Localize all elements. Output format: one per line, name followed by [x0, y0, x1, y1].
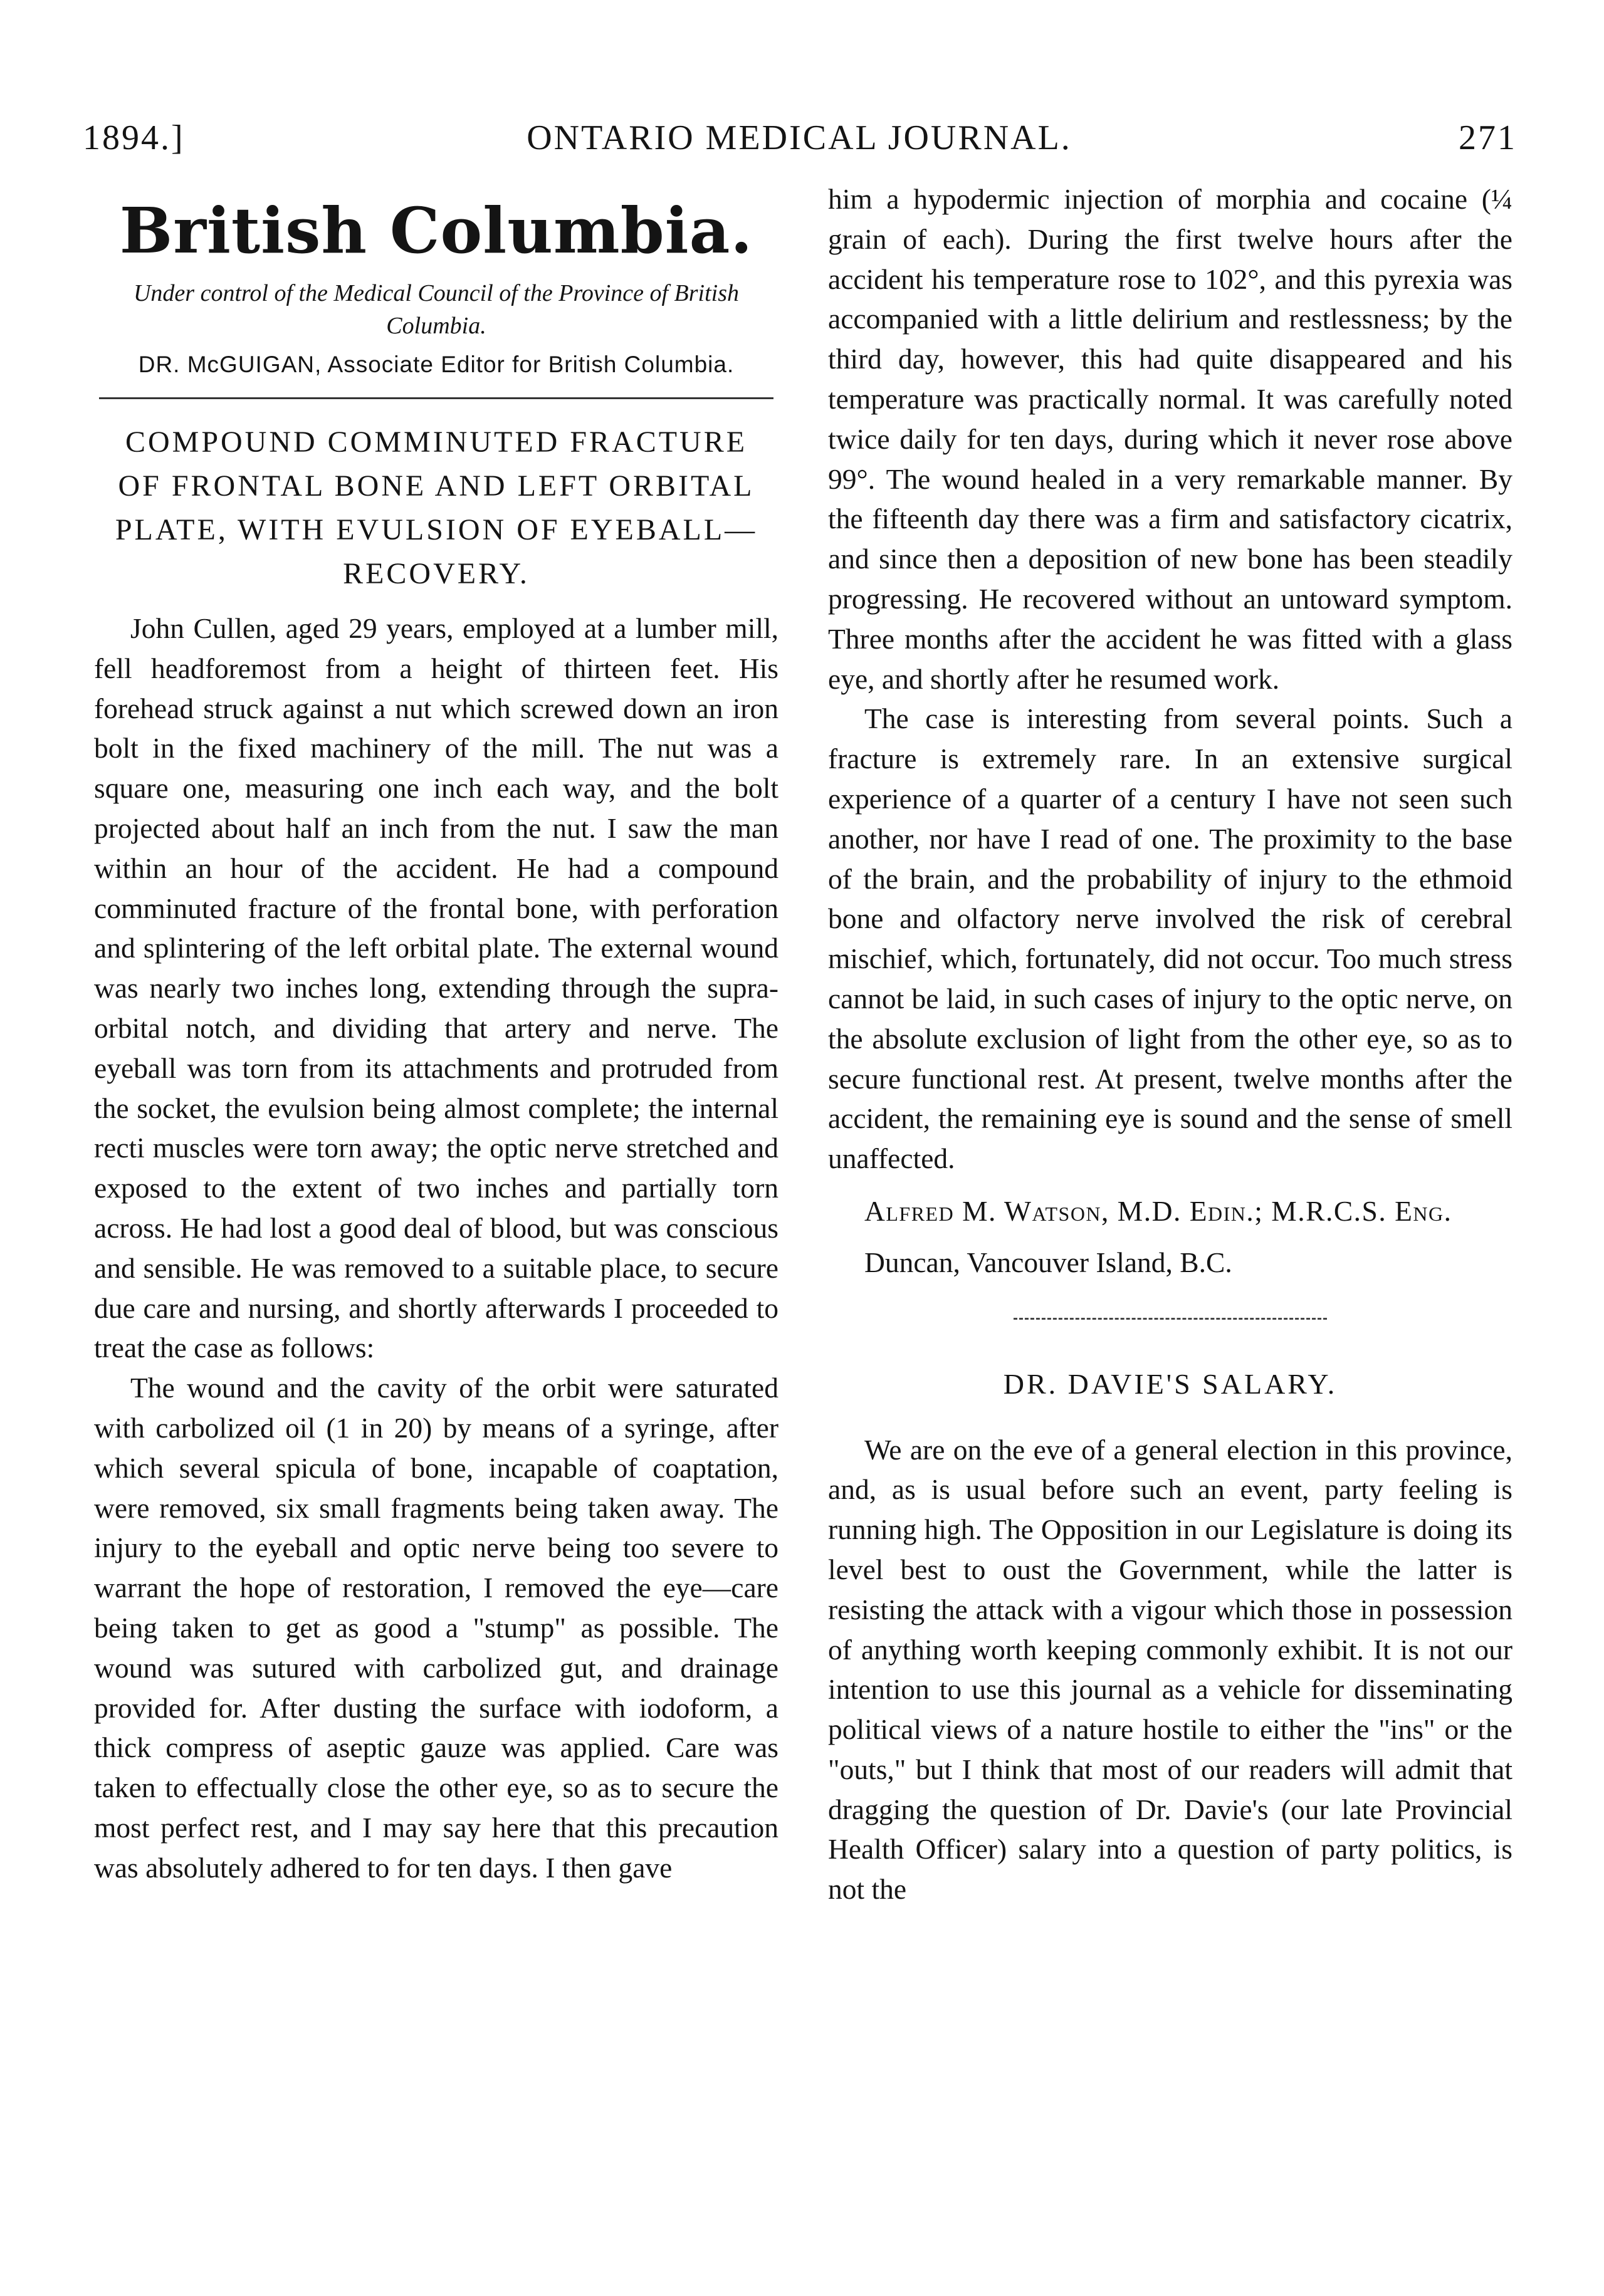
author-signature: Alfred M. Watson, M.D. Edin.; M.R.C.S. Eng.: [864, 1194, 1452, 1227]
section-title: British Columbia.: [119, 194, 753, 268]
running-head: [75, 113, 1523, 163]
right-column: [828, 179, 1512, 1909]
article-paragraph: him a hypodermic injection of morphia and cocaine (¼ grain of each). During the first twelve hours after the accident his temperature rose to 102°, and this pyrexia was accompanied with a little delirium and restlessness; by the third day, however, this had quite disappeared and his temperature was practically normal. It was carefully noted twice daily for ten days, during which it never rose above 99°. The wound healed in a very remarkable manner. By the fifteenth day there was a firm and satisfactory cicatrix, and since then a deposition of new bone has been steadily progressing. He recovered without an untoward symptom. Three months after the accident he was fitted with a glass eye, and shortly after he resumed work.: [828, 183, 1512, 695]
article-title: COMPOUND COMMINUTED FRACTURE OF FRONTAL BONE AND LEFT ORBITAL PLATE, WITH EVULSION OF EYEBALL—RECOVERY.: [115, 425, 758, 590]
article-paragraph: We are on the eve of a general election in this province, and, as is usual before such an event, party feeling is running high. The Opposition in our Legislature is doing its level best to oust the Government, while the latter is resisting the attack with a vigour which those in possession of anything worth keeping commonly exhibit. It is not our intention to use this journal as a vehicle for disseminating political views of a nature hostile to either the "ins" or the "outs," but I think that most of our readers will admit that dragging the question of Dr. Davie's (our late Provincial Health Officer) salary into a question of party politics, is not the: [828, 1433, 1512, 1906]
control-note: Under control of the Medical Council of the Province of British Columbia.: [133, 280, 739, 339]
article-paragraph: John Cullen, aged 29 years, employed at a lumber mill, fell headforemost from a height of thirteen feet. His forehead struck against a nut which screwed down an iron bolt in the fixed machinery of the mill. The nut was a square one, measuring one inch each way, and the bolt projected about half an inch from the nut. I saw the man within an hour of the accident. He had a compound comminuted fracture of the frontal bone, with perforation and splintering of the left orbital plate. The external wound was nearly two inches long, extending through the supra-orbital notch, and dividing that artery and nerve. The eyeball was torn from its attachments and protruded from the socket, the evulsion being almost complete; the internal recti muscles were torn away; the optic nerve stretched and exposed to the extent of two inches and partially torn across. He had lost a good deal of blood, but was conscious and sensible. He was removed to a suitable place, to secure due care and nursing, and shortly afterwards I proceeded to treat the case as follows:: [94, 612, 778, 1364]
associate-editor-line: DR. McGUIGAN, Associate Editor for British Columbia.: [138, 352, 735, 377]
article-paragraph: The case is interesting from several points. Such a fracture is extremely rare. In an extensive surgical experience of a quarter of a century I have not seen such another, nor have I read of one. The proximity to the base of the brain, and the probability of injury to the ethmoid bone and olfactory nerve involved the risk of cerebral mischief, which, fortunately, did not occur. Too much stress cannot be laid, in such cases of injury to the optic nerve, on the absolute exclusion of light from the other eye, so as to secure functional rest. At present, twelve months after the accident, the remaining eye is sound and the sense of smell unaffected.: [828, 702, 1512, 1175]
author-location: Duncan, Vancouver Island, B.C.: [864, 1246, 1232, 1278]
running-head-year: 1894.]: [83, 118, 185, 157]
section-divider: [99, 397, 773, 399]
page-number: 271: [1459, 118, 1517, 157]
article-paragraph: The wound and the cavity of the orbit were saturated with carbolized oil (1 in 20) by means of a syringe, after which several spicula of bone, incapable of coaptation, were removed, six small fragments being taken away. The injury to the eyeball and optic nerve being too severe to warrant the hope of restoration, I removed the eye—care being taken to get as good a "stump" as possible. The wound was sutured with carbolized gut, and drainage provided for. After dusting the surface with iodoform, a thick compress of aseptic gauze was applied. Care was taken to effectually close the other eye, so as to secure the most perfect rest, and I may say here that this precaution was absolutely adhered to for ten days. I then gave: [94, 1372, 778, 1884]
article-title: DR. DAVIE'S SALARY.: [1003, 1367, 1338, 1400]
left-column: [94, 179, 778, 1888]
journal-title: ONTARIO MEDICAL JOURNAL.: [527, 118, 1072, 157]
article-separator: [1014, 1318, 1327, 1320]
